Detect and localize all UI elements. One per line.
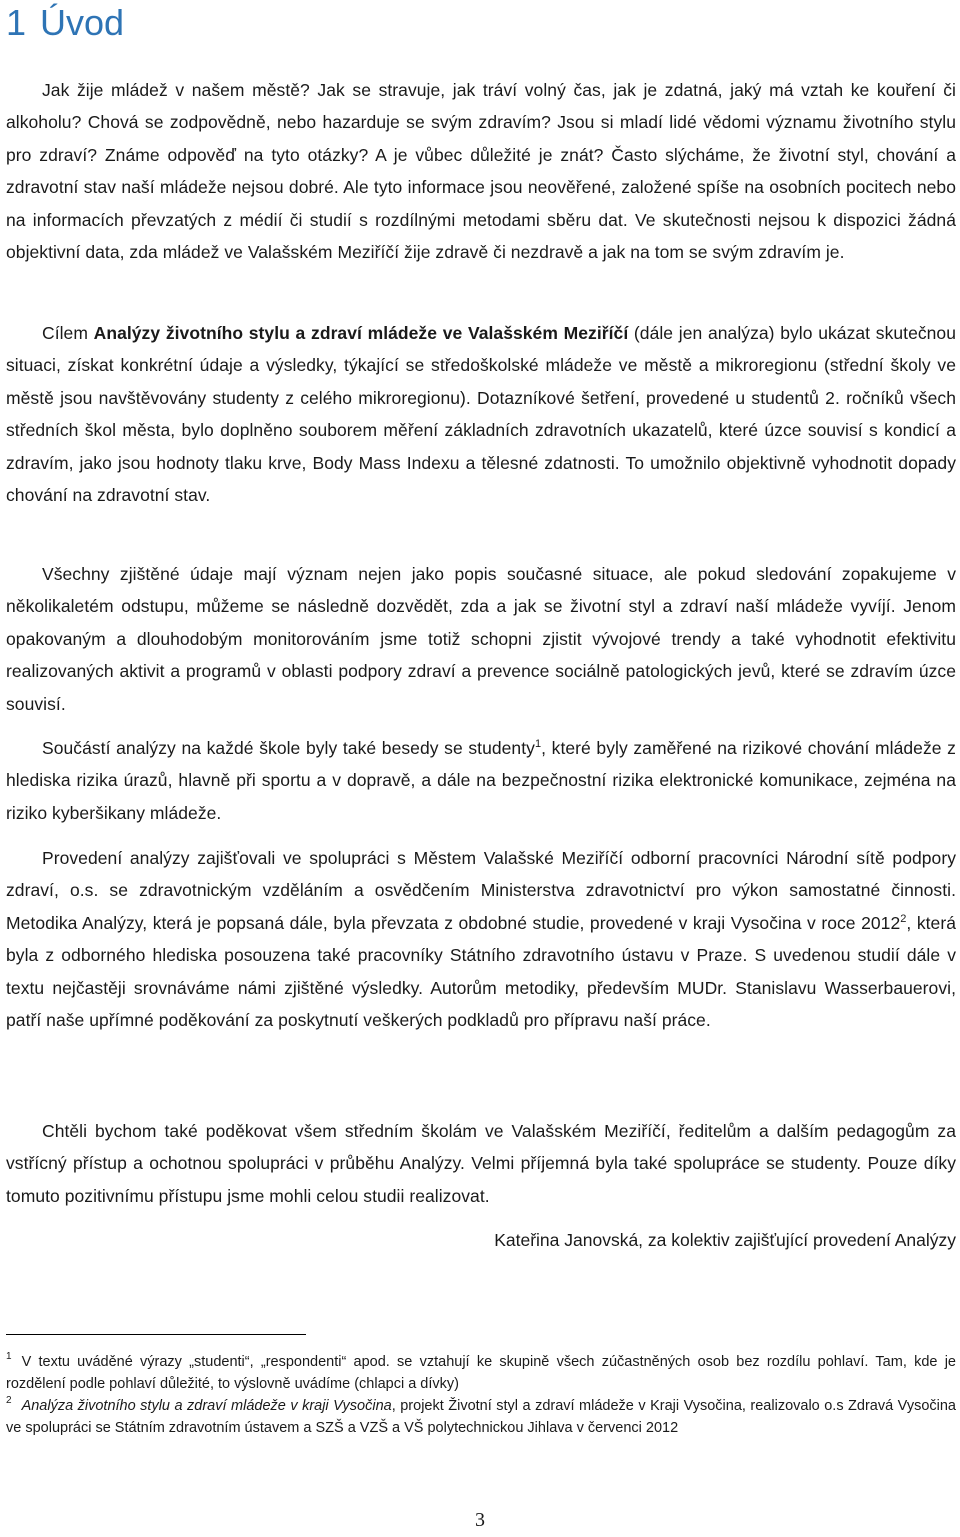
paragraph-text: (dále jen analýza) bylo ukázat skutečnou situaci, získat konkrétní údaje a výsledky, týkající se středoškolské mládeže ve městě a mikroregionu (střední školy ve městě jsou navštěvovány studenty z celého mikroregionu). Dotazníkové šetření, provedené u studentů 2. ročníků všech středních škol města, bylo doplněno souborem měření základních zdravotních ukazatelů, které úzce souvisí s kondicí a zdravím, jako jsou hodnoty tlaku krve, Body Mass Indexu a tělesné zdatnosti. To umožnilo objektivně vyhodnotit dopady chování na zdravotní stav.: [6, 323, 956, 506]
analysis-title-bold: Analýzy životního stylu a zdraví mládeže ve Valašském Meziříčí: [93, 323, 629, 343]
footnote-reference-1[interactable]: 1: [534, 738, 542, 750]
footnote-reference-2[interactable]: 2: [900, 912, 907, 925]
footnote-1: [6, 1351, 956, 1395]
footnote-mark-1: 1: [6, 1351, 12, 1362]
paragraph-analysis-goal: [6, 317, 956, 511]
footnote-text: , projekt Životní styl a zdraví mládeže v Kraji Vysočina, realizovalo o.s Zdravá Vysočina ve spolupráci se Státním zdravotním ústavem a SZŠ a VZŠ a VŠ polytechnickou Jihlava v červenci 2012: [6, 1398, 956, 1436]
signature-line: Kateřina Janovská, za kolektiv zajišťující provedení Analýzy: [494, 1230, 956, 1250]
paragraph-acknowledgements: Chtěli bychom také poděkovat všem středním školám ve Valašském Meziříčí, ředitelům a dalším pedagogům za vstřícný přístup a ochotnou spolupráci v průběhu Analýzy. Velmi příjemná byla také spolupráce se studenty. Pouze díky tomuto pozitivnímu přístupu jsme mohli celou studii realizovat.: [6, 1121, 956, 1206]
paragraph-text: Provedení analýzy zajišťovali ve spolupráci s Městem Valašské Meziříčí odborní pracovníci Národní sítě podpory zdraví, o.s. se zdravotnickým vzděláním a osvědčením Ministerstva zdravotnictví pro výkon samostatné činnosti. Metodika Analýzy, která je popsaná dále, byla převzata z obdobné studie, provedené v kraji Vysočina v roce 2012: [6, 848, 956, 933]
footnote-text: V textu uváděné výrazy „studenti“, „respondenti“ apod. se vztahují ke skupině všech zúčastněných osob bez rozdílu pohlaví. Tam, kde je rozdělení podle pohlaví důležité, to výslovně uvádíme (chlapci a dívky): [6, 1354, 956, 1392]
footnote-2: [6, 1395, 956, 1439]
paragraph-school-talks: [6, 732, 956, 829]
section-title: Úvod: [40, 2, 125, 43]
paragraph-text: Součástí analýzy na každé škole byly také besedy se studenty: [42, 738, 535, 758]
footnote-separator: [6, 1334, 306, 1335]
paragraph-text: Cílem: [42, 323, 94, 343]
paragraph-intro-questions: Jak žije mládež v našem městě? Jak se stravuje, jak tráví volný čas, jak je zdatná, jaký má vztah ke kouření či alkoholu? Chová se zodpovědně, nebo hazarduje se svým zdravím? Jsou si mladí lidé vědomi významu životního stylu pro zdraví? Známe odpověď na tyto otázky? A je vůbec důležité je znát? Často slýcháme, že životní styl, chování a zdravotní stav naší mládeže nejsou dobré. Ale tyto informace jsou neověřené, založené spíše na osobních pocitech nebo na informacích převzatých z médií či studií s rozdílnými metodami sběru dat. Ve skutečnosti nejsou k dispozici žádná objektivní data, zda mládež ve Valašském Meziříčí žije zdravě či nezdravě a jak na tom se svým zdravím je.: [6, 80, 956, 263]
page-number: 3: [475, 1509, 485, 1531]
paragraph-methodology: [6, 842, 956, 1036]
footnote-italic-title: Analýza životního stylu a zdraví mládeže v kraji Vysočina: [21, 1398, 392, 1414]
paragraph-monitoring: Všechny zjištěné údaje mají význam nejen jako popis současné situace, ale pokud sledování zopakujeme v několikaletém odstupu, můžeme se následně dozvědět, zda a jak se životní styl a zdraví naší mládeže vyvíjí. Jenom opakovaným a dlouhodobým monitorováním jsme totiž schopni zjistit vývojové trendy a také vyhodnotit efektivitu realizovaných aktivit a programů v oblasti podpory zdraví a prevence sociálně patologických jevů, které se zdravím úzce souvisí.: [6, 564, 956, 714]
paragraph-text: , které byly zaměřené na rizikové chování mládeže z hlediska rizika úrazů, hlavně při sportu a v dopravě, a dále na bezpečnostní rizika elektronické komunikace, zejména na riziko kyberšikany mládeže.: [6, 738, 956, 823]
section-heading: [6, 0, 124, 46]
footnote-mark-2: 2: [6, 1395, 12, 1406]
paragraph-text: , která byla z odborného hlediska posouzena také pracovníky Státního zdravotního ústavu v Praze. S uvedenou studií dále v textu nejčastěji srovnáváme námi zjištěné výsledky. Autorům metodiky, především MUDr. Stanislavu Wasserbauerovi, patří naše upřímné poděkování za poskytnutí veškerých podkladů pro přípravu naší práce.: [6, 912, 956, 1031]
section-number: 1: [6, 2, 27, 43]
